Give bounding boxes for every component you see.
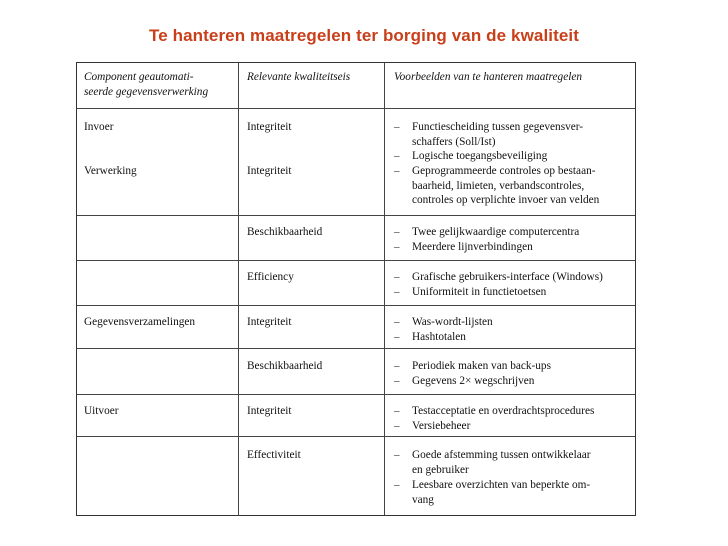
- measure-line: Logische toegangsbeveiliging: [412, 150, 548, 162]
- measure-line: vang: [412, 493, 434, 506]
- column-divider: [384, 63, 385, 515]
- column-divider: [238, 63, 239, 515]
- bullet-dash: –: [394, 360, 400, 372]
- measure-item: [412, 448, 591, 477]
- row-divider: [77, 215, 635, 216]
- component-cell: Verwerking: [84, 165, 137, 177]
- header-measures: Voorbeelden van te hanteren maatregelen: [394, 71, 583, 83]
- measure-item: Twee gelijkwaardige computercentra: [412, 226, 580, 238]
- component-cell: Invoer: [84, 121, 114, 133]
- header-component: [84, 70, 208, 99]
- row-divider: [77, 305, 635, 306]
- bullet-dash: –: [394, 331, 400, 343]
- measure-item: Meerdere lijnverbindingen: [412, 241, 533, 253]
- header-component-line: seerde gegevensverwerking: [84, 85, 209, 98]
- measure-item: Periodiek maken van back-ups: [412, 360, 551, 372]
- measure-line: baarheid, limieten, verbandscontroles,: [412, 179, 585, 192]
- measure-item: Was-wordt-lijsten: [412, 316, 493, 328]
- header-requirement: Relevante kwaliteitseis: [247, 71, 351, 83]
- requirement-cell: Integriteit: [247, 165, 292, 177]
- component-cell: Gegevensverzamelingen: [84, 316, 196, 328]
- bullet-dash: –: [394, 226, 400, 238]
- measure-item: Grafische gebruikers-interface (Windows): [412, 271, 603, 283]
- measure-item: Gegevens 2× wegschrijven: [412, 375, 535, 387]
- requirement-cell: Integriteit: [247, 405, 292, 417]
- bullet-dash: –: [394, 316, 400, 328]
- measure-item: Testacceptatie en overdrachtsprocedures: [412, 405, 595, 417]
- component-cell: Uitvoer: [84, 405, 119, 417]
- requirement-cell: Effectiviteit: [247, 449, 301, 461]
- measure-item: Uniformiteit in functietoetsen: [412, 286, 547, 298]
- measure-line: Functiescheiding tussen gegevensver-: [412, 121, 584, 133]
- requirement-cell: Beschikbaarheid: [247, 360, 323, 372]
- bullet-dash: –: [394, 375, 400, 387]
- bullet-dash: –: [394, 405, 400, 417]
- requirement-cell: Efficiency: [247, 271, 294, 283]
- measure-item: [412, 164, 599, 208]
- requirement-cell: Beschikbaarheid: [247, 226, 323, 238]
- row-divider: [77, 436, 635, 437]
- measure-line: en gebruiker: [412, 463, 469, 476]
- measure-item: Versiebeheer: [412, 420, 471, 432]
- measure-item: Hashtotalen: [412, 331, 466, 343]
- measure-line: controles op verplichte invoer van velden: [412, 194, 600, 207]
- measure-item: [412, 120, 583, 149]
- page-title: Te hanteren maatregelen ter borging van de kwaliteit: [149, 26, 579, 45]
- measure-item: [412, 149, 547, 164]
- bullet-dash: –: [394, 286, 400, 298]
- measure-line: Leesbare overzichten van beperkte om-: [412, 479, 591, 491]
- bullet-dash: –: [394, 479, 400, 491]
- bullet-dash: –: [394, 449, 400, 461]
- measure-line: Goede afstemming tussen ontwikkelaar: [412, 449, 591, 461]
- quality-measures-table: [76, 62, 636, 516]
- bullet-dash: –: [394, 150, 400, 162]
- header-component-line: Component geautomati-: [84, 71, 194, 83]
- measure-line: schaffers (Soll/Ist): [412, 135, 496, 148]
- row-divider: [77, 394, 635, 395]
- row-divider: [77, 108, 635, 109]
- bullet-dash: –: [394, 271, 400, 283]
- bullet-dash: –: [394, 241, 400, 253]
- bullet-dash: –: [394, 165, 400, 177]
- measure-line: Geprogrammeerde controles op bestaan-: [412, 165, 596, 177]
- measure-item: [412, 478, 590, 507]
- requirement-cell: Integriteit: [247, 121, 292, 133]
- requirement-cell: Integriteit: [247, 316, 292, 328]
- bullet-dash: –: [394, 121, 400, 133]
- row-divider: [77, 348, 635, 349]
- bullet-dash: –: [394, 420, 400, 432]
- row-divider: [77, 260, 635, 261]
